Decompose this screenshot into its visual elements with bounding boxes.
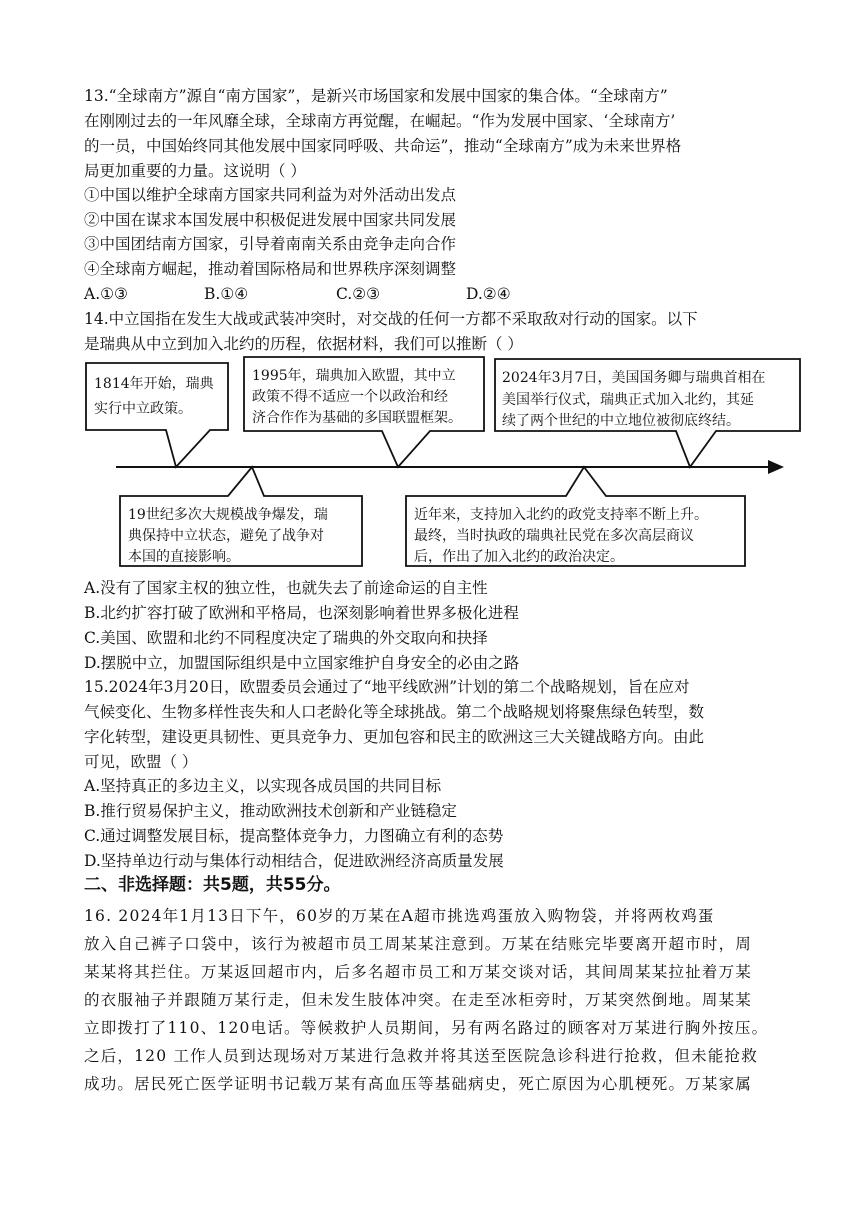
- q16-line-5: 立即拨打了110、120电话。等候救护人员期间，另有两名路过的顾客对万某进行胸外按压。: [84, 1019, 769, 1037]
- box3-line-3: 续了两个世纪的中立地位被彻底终结。: [502, 413, 740, 429]
- q13-statement-3: ③中国团结南方国家，引导着南南关系由竞争走向合作: [84, 235, 457, 253]
- timeline-box-1814: [86, 363, 228, 467]
- timeline-box-recent-years: [406, 467, 745, 566]
- timeline-box-1995: [244, 357, 484, 467]
- q13-line-2: 在刚刚过去的一年风靡全球，全球南方再觉醒，在崛起。“作为发展中国家、‘全球南方’: [84, 112, 676, 130]
- box4-line-2: 典保持中立状态，避免了战争对: [128, 528, 324, 544]
- box1-line-2: 实行中立政策。: [94, 401, 192, 417]
- q13-statement-2: ②中国在谋求本国发展中积极促进发展中国家共同发展: [84, 211, 457, 229]
- q16-line-2: 放入自己裤子口袋中，该行为被超市员工周某某注意到。万某在结账完毕要离开超市时，周: [84, 935, 753, 953]
- neutrality-timeline: [0, 0, 860, 600]
- box2-line-3: 济合作作为基础的多国联盟框架。: [252, 410, 462, 426]
- box3-line-2: 美国举行仪式，瑞典正式加入北约，其延: [502, 392, 754, 408]
- q15-line-3: 字化转型，建设更具韧性、更具竞争力、更加包容和民主的欧洲这三大关键战略方向。由此: [84, 728, 705, 746]
- q14-option-c: C.美国、欧盟和北约不同程度决定了瑞典的外交取向和抉择: [84, 629, 488, 647]
- box4-line-3: 本国的直接影响。: [128, 549, 240, 565]
- box5-line-1: 近年来，支持加入北约的政党支持率不断上升。: [414, 507, 708, 523]
- q15-line-4: 可见，欧盟（ ）: [84, 753, 198, 771]
- box1-line-1: 1814年开始，瑞典: [94, 376, 214, 392]
- box4-line-1: 19世纪多次大规模战争爆发，瑞: [128, 507, 328, 523]
- q13-option-b: B.①④: [204, 285, 249, 303]
- section-heading: 二、非选择题：共5题，共55分。: [84, 875, 341, 895]
- q15-option-d: D.坚持单边行动与集体行动相结合，促进欧洲经济高质量发展: [84, 852, 504, 870]
- box3-line-1: 2024年3月7日，美国国务卿与瑞典首相在: [502, 370, 766, 386]
- q15-option-c: C.通过调整发展目标，提高整体竞争力，力图确立有利的态势: [84, 827, 504, 845]
- timeline-arrowhead: [768, 460, 784, 474]
- timeline-box-2024: [495, 359, 800, 467]
- box2-line-1: 1995年，瑞典加入欧盟，其中立: [252, 368, 456, 384]
- q13-line-4: 局更加重要的力量。这说明（ ）: [84, 162, 306, 180]
- q13-line-3: 的一员，中国始终同其他发展中国家同呼吸、共命运”，推动“全球南方”成为未来世界格: [84, 137, 682, 155]
- q13-option-d: D.②④: [466, 285, 511, 303]
- q15-line-1: 15.2024年3月20日，欧盟委员会通过了“地平线欧洲”计划的第二个战略规划，旨在应对: [84, 678, 690, 696]
- q15-option-b: B.推行贸易保护主义，推动欧洲技术创新和产业链稳定: [84, 802, 457, 820]
- q15-option-a: A.坚持真正的多边主义，以实现各成员国的共同目标: [84, 777, 442, 795]
- box2-line-2: 政策不得不适应一个以政治和经: [252, 389, 448, 405]
- timeline-box-19th-century: [120, 467, 362, 566]
- box5-line-3: 后，作出了加入北约的政治决定。: [414, 549, 624, 565]
- q13-option-a: A.①③: [84, 285, 128, 303]
- q16-line-1: 16. 2024年1月13日下午，60岁的万某在A超市挑选鸡蛋放入购物袋，并将两枚鸡蛋: [84, 907, 715, 925]
- q14-option-a: A.没有了国家主权的独立性，也就失去了前途命运的自主性: [84, 579, 488, 597]
- q13-option-c: C.②③: [336, 285, 381, 303]
- q14-option-d: D.摆脱中立，加盟国际组织是中立国家维护自身安全的必由之路: [84, 654, 520, 672]
- q16-line-3: 某某将其拦住。万某返回超市内，后多名超市员工和万某交谈对话，其间周某某拉扯着万某: [84, 963, 753, 981]
- box5-line-2: 最终，当时执政的瑞典社民党在多次高层商议: [414, 528, 694, 544]
- q15-line-2: 气候变化、生物多样性丧失和人口老龄化等全球挑战。第二个战略规划将聚焦绿色转型，数: [84, 703, 705, 721]
- q13-statement-4: ④全球南方崛起，推动着国际格局和世界秩序深刻调整: [84, 260, 457, 278]
- q14-option-b: B.北约扩容打破了欧洲和平格局，也深刻影响着世界多极化进程: [84, 604, 519, 622]
- q14-line-2: 是瑞典从中立到加入北约的历程，依据材料，我们可以推断（ ）: [84, 335, 523, 353]
- q13-line-1: 13.“全球南方”源自“南方国家”，是新兴市场国家和发展中国家的集合体。“全球南方”: [84, 87, 668, 105]
- q14-line-1: 14.中立国指在发生大战或武装冲突时，对交战的任何一方都不采取敌对行动的国家。以下: [84, 310, 698, 328]
- q16-line-4: 的衣服袖子并跟随万某行走，但未发生肢体冲突。在走至冰柜旁时，万某突然倒地。周某某: [84, 991, 753, 1009]
- q16-line-6: 之后，120 工作人员到达现场对万某进行急救并将其送至医院急诊科进行抢救，但未能抢救: [84, 1047, 758, 1065]
- q16-line-7: 成功。居民死亡医学证明书记载万某有高血压等基础病史，死亡原因为心肌梗死。万某家属: [84, 1075, 753, 1093]
- q13-statement-1: ①中国以维护全球南方国家共同利益为对外活动出发点: [84, 186, 457, 204]
